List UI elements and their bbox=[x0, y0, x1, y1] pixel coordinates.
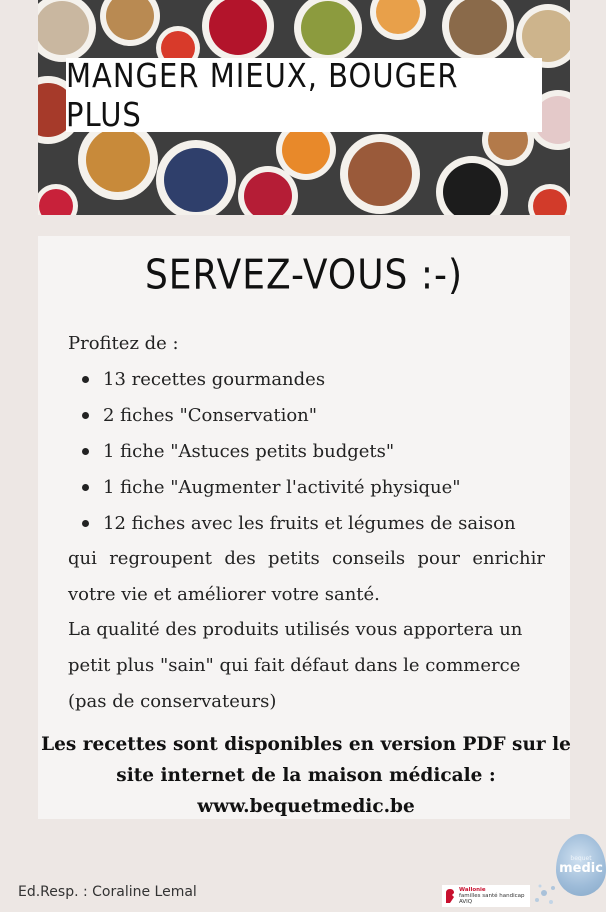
bullet-icon bbox=[82, 376, 89, 383]
paragraph-qualite-line: (pas de conservateurs) bbox=[68, 691, 277, 712]
logo-small-text: bequet bbox=[570, 854, 592, 862]
aviq-logo bbox=[442, 885, 530, 907]
list-item bbox=[68, 438, 516, 474]
sparkle-decoration-icon bbox=[532, 878, 558, 908]
bullet-icon bbox=[82, 412, 89, 419]
list-item-text: 1 fiche "Augmenter l'activité physique" bbox=[103, 477, 461, 498]
paragraph-conseils: qui regroupent des petits conseils pour enrichir votre vie et améliorer votre santé. bbox=[68, 548, 545, 605]
card-title: SERVEZ-VOUS :-) bbox=[144, 251, 464, 300]
list-item-text: 1 fiche "Astuces petits budgets" bbox=[103, 441, 395, 462]
notice-line: Les recettes sont disponibles en version PDF sur le bbox=[41, 734, 571, 755]
list-item bbox=[68, 402, 516, 438]
aviq-line: AVIQ bbox=[459, 899, 473, 905]
website-link[interactable]: www.bequetmedic.be bbox=[197, 796, 415, 817]
bequetmedic-logo bbox=[556, 834, 606, 896]
pdf-availability-notice bbox=[38, 729, 574, 822]
notice-line: site internet de la maison médicale : bbox=[116, 765, 496, 786]
banner-title-box bbox=[66, 55, 542, 135]
aviq-line: familles santé handicap bbox=[459, 893, 525, 899]
paragraph-qualite-line: petit plus "sain" qui fait défaut dans le commerce bbox=[68, 655, 521, 676]
list-item-text: 12 fiches avec les fruits et légumes de saison bbox=[103, 513, 516, 534]
aviq-logo-text bbox=[459, 887, 525, 905]
bullet-list bbox=[68, 366, 516, 546]
aviq-line: Wallonie bbox=[459, 887, 486, 893]
header-banner bbox=[38, 0, 570, 215]
logo-big-text: medic bbox=[559, 860, 603, 876]
banner-title: MANGER MIEUX, BOUGER PLUS bbox=[66, 55, 459, 135]
list-item-text: 13 recettes gourmandes bbox=[103, 369, 326, 390]
paragraph-qualite bbox=[68, 612, 545, 720]
paragraph-qualite-line: La qualité des produits utilisés vous apportera un bbox=[68, 619, 523, 640]
intro-text: Profitez de : bbox=[68, 333, 179, 354]
list-item bbox=[68, 474, 516, 510]
bullet-icon bbox=[82, 520, 89, 527]
rooster-icon bbox=[444, 887, 456, 905]
list-item-text: 2 fiches "Conservation" bbox=[103, 405, 318, 426]
bullet-icon bbox=[82, 484, 89, 491]
bullet-icon bbox=[82, 448, 89, 455]
responsible-editor: Ed.Resp. : Coraline Lemal bbox=[18, 884, 197, 900]
list-item bbox=[68, 366, 516, 402]
